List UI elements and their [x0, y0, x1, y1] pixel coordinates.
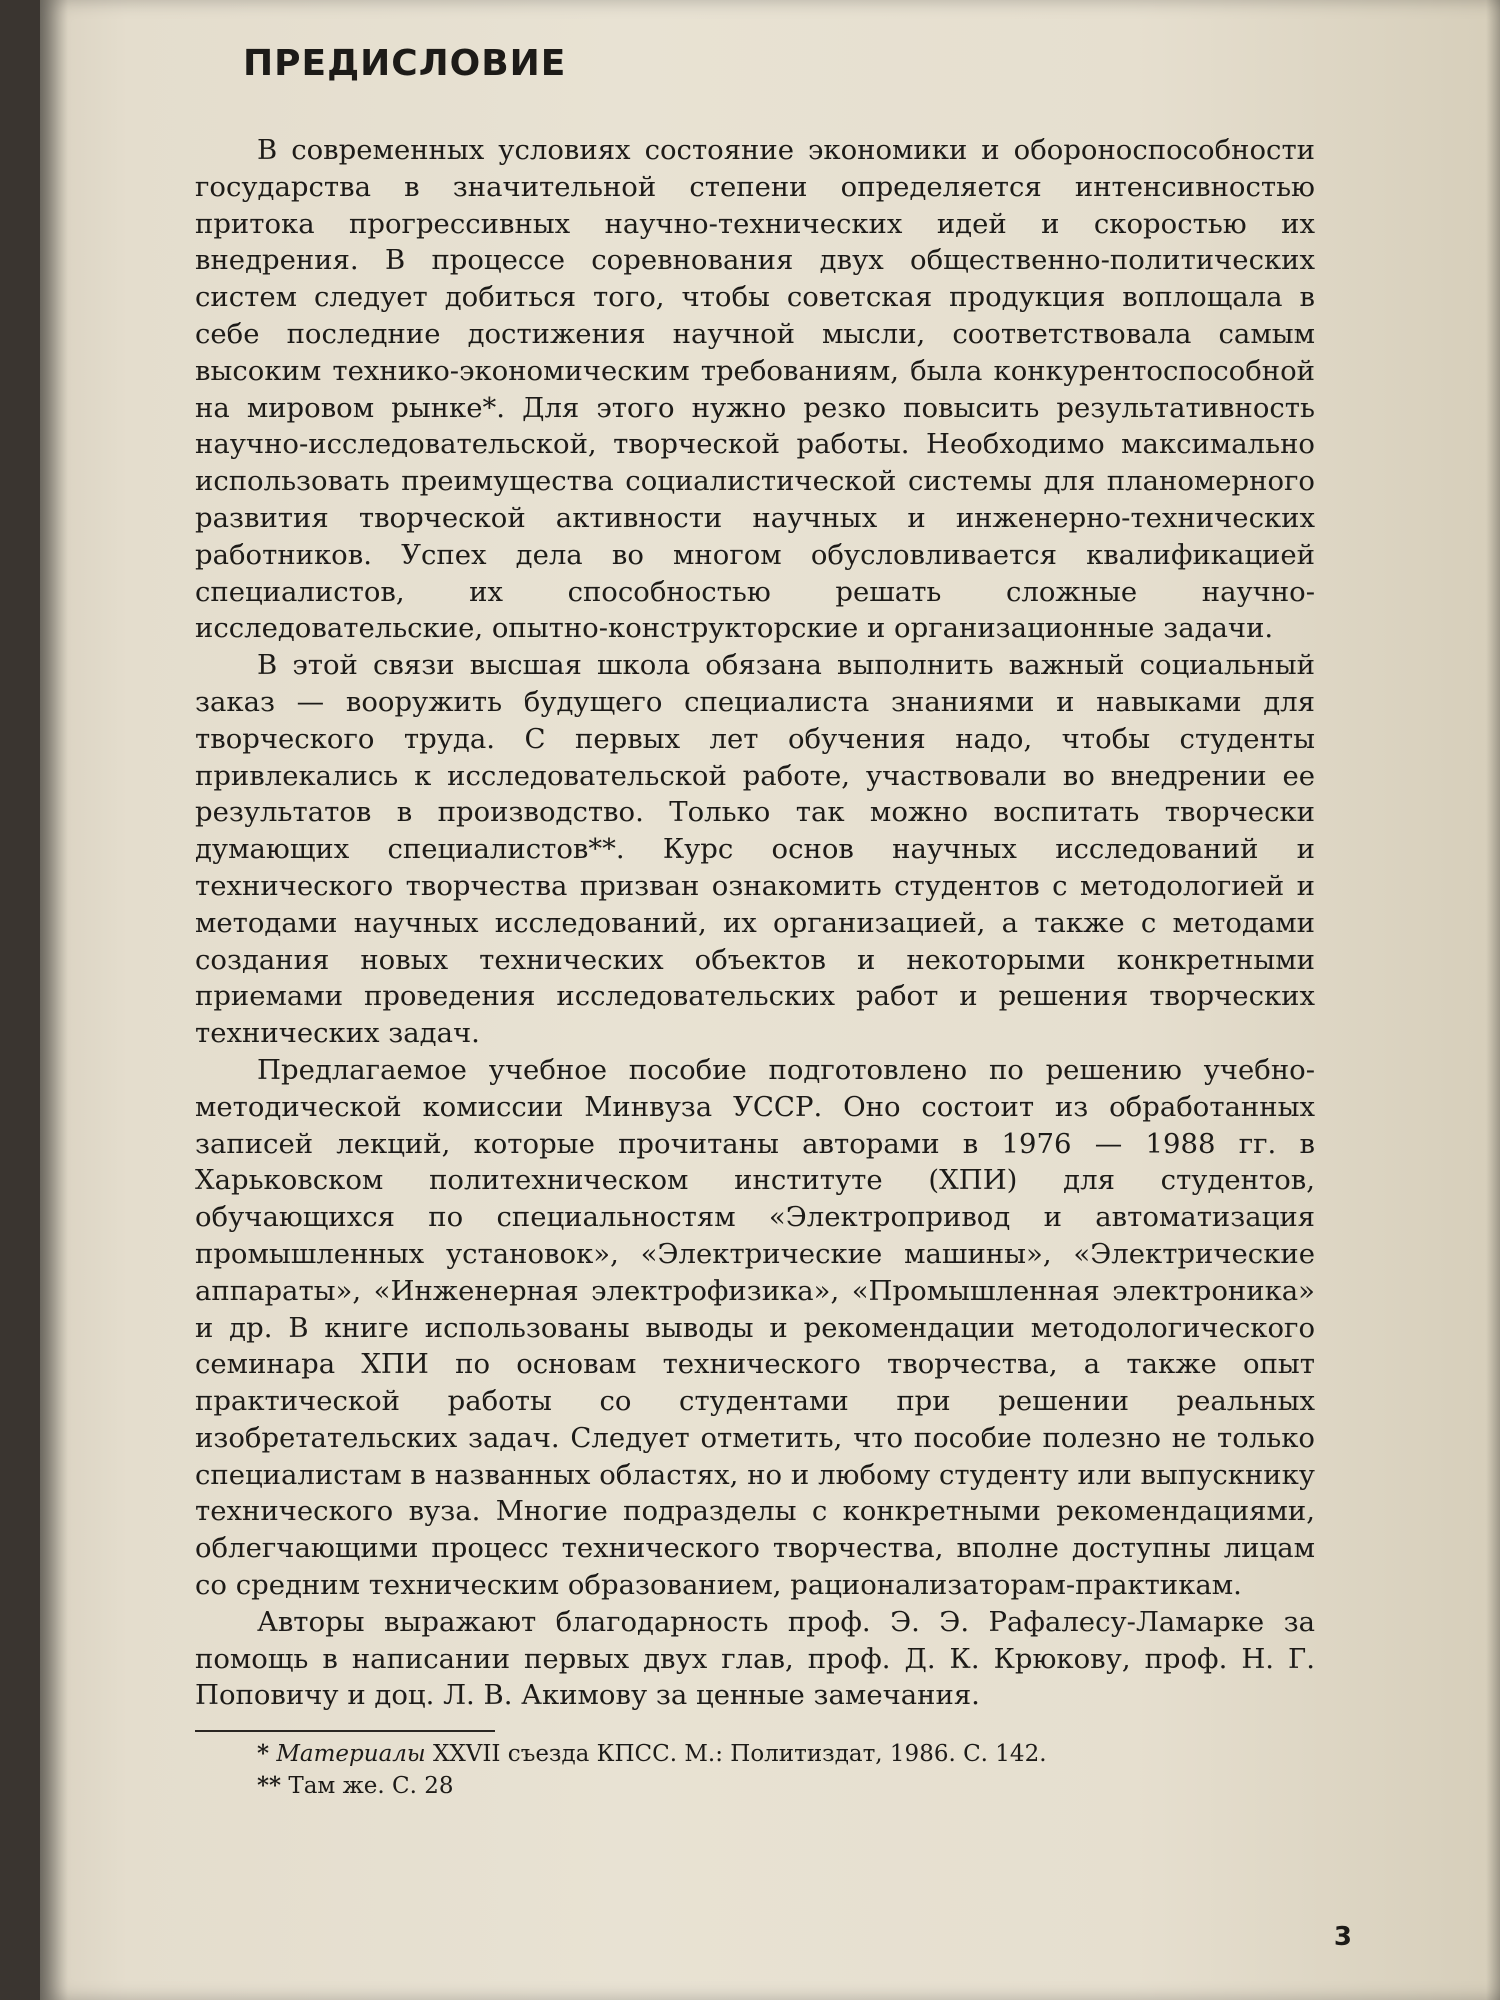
footnote-text: XXVII съезда КПСС. М.: Политиздат, 1986. С. 142.	[432, 1741, 1047, 1768]
page-title: ПРЕДИСЛОВИЕ	[243, 43, 567, 84]
footnote-mark: *	[257, 1740, 270, 1768]
paragraph-2: В этой связи высшая школа обязана выполнить важный социальный заказ — вооружить будущего специалиста знаниями и навыками для творческого труда. С первых лет обучения надо, чтобы студенты привлекались к исследовательской работе, участвовали во внедрении ее результатов в производство. Только так можно воспитать творчески думающих специалистов**. Курс основ научных исследований и технического творчества призван ознакомить студентов с методологией и методами научных исследований, их организацией, а также с методами создания новых технических объектов и некоторыми конкретными приемами проведения исследовательских работ и решения творческих технических задач.	[195, 649, 1315, 1050]
page-content	[195, 40, 1315, 1802]
paragraph-1: В современных условиях состояние экономики и обороноспособности государства в значительной степени определяется интенсивностью притока прогрессивных научно-технических идей и скоростью их внедрения. В процессе соревнования двух общественно-политических систем следует добиться того, чтобы советская продукция воплощала в себе последние достижения научной мысли, соответствовала самым высоким технико-экономическим требованиям, была конкурентоспособной на мировом рынке*. Для этого нужно резко повысить результативность научно-исследовательской, творческой работы. Необходимо максимально использовать преимущества социалистической системы для планомерного развития творческой активности научных и инженерно-технических работников. Успех дела во многом обусловливается квалификацией специалистов, их способностью решать сложные научно-исследовательские, опытно-конструкторские и организационные задачи.	[195, 134, 1315, 645]
page-edge-shadow	[1486, 0, 1500, 2000]
footnote-source: Там же.	[288, 1773, 385, 1800]
footnote-divider	[195, 1730, 495, 1732]
footnotes	[257, 1738, 1315, 1802]
paragraph-3: Предлагаемое учебное пособие подготовлено по решению учебно-методической комиссии Минвуза УССР. Оно состоит из обработанных записей лекций, которые прочитаны авторами в 1976 — 1988 гг. в Харьковском политехническом институте (ХПИ) для студентов, обучающихся по специальностям «Электропривод и автоматизация промышленных установок», «Электрические машины», «Электрические аппараты», «Инженерная электрофизика», «Промышленная электроника» и др. В книге использованы выводы и рекомендации методологического семинара ХПИ по основам технического творчества, а также опыт практической работы со студентами при решении реальных изобретательских задач. Следует отметить, что пособие полезно не только специалистам в названных областях, но и любому студенту или выпускнику технического вуза. Многие подразделы с конкретными рекомендациями, облегчающими процесс технического творчества, вполне доступны лицам со средним техническим образованием, рационализаторам-практикам.	[195, 1053, 1315, 1602]
footnote-1	[257, 1738, 1315, 1770]
paragraph-4: Авторы выражают благодарность проф. Э. Э. Рафалесу-Ламарке за помощь в написании первых двух глав, проф. Д. К. Крюкову, проф. Н. Г. Поповичу и доц. Л. В. Акимову за ценные замечания.	[195, 1605, 1315, 1712]
footnote-mark: **	[257, 1772, 282, 1800]
footnote-2	[257, 1770, 1315, 1802]
book-spine-shadow	[40, 0, 68, 2000]
footnote-source: Материалы	[276, 1741, 426, 1768]
page-number: 3	[1333, 1922, 1352, 1952]
preface-body	[195, 132, 1315, 1714]
footnote-text: С. 28	[392, 1773, 454, 1800]
